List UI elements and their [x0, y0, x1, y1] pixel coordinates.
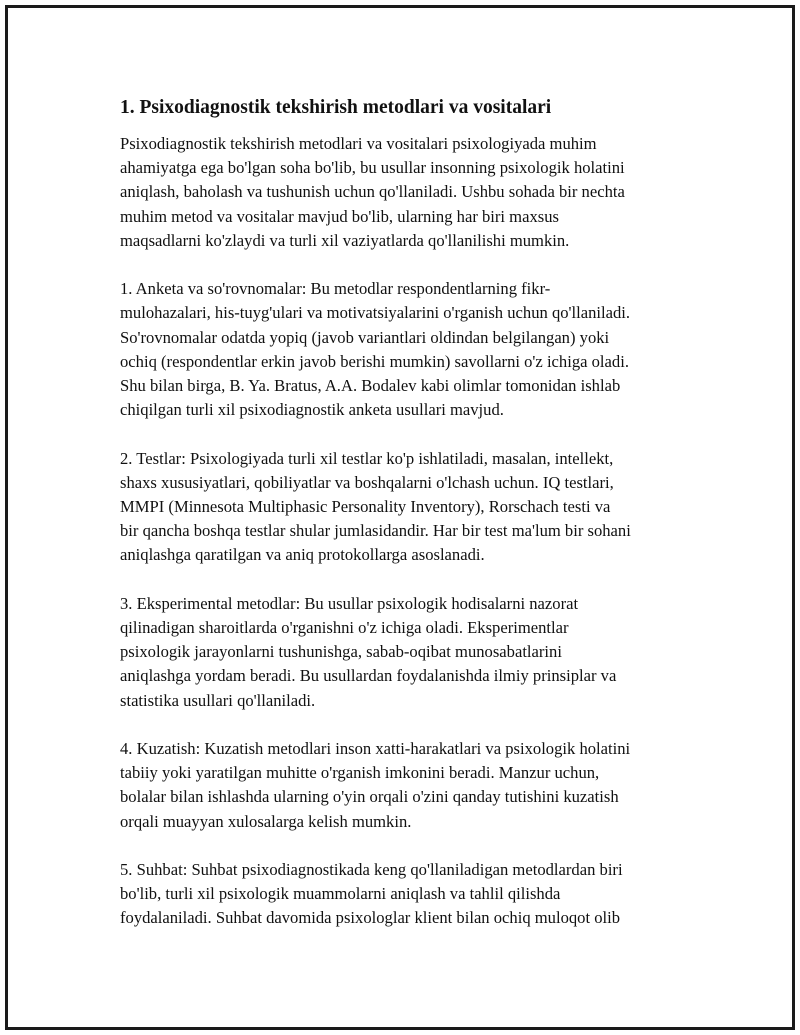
text-line: foydalaniladi. Suhbat davomida psixologlar klient bilan ochiq muloqot olib [120, 908, 621, 928]
text-line: statistika usullari qo'llaniladi. [120, 690, 316, 710]
text-line: 1. Anketa va so'rovnomalar: Bu metodlar respondentlarning fikr- [120, 279, 551, 299]
text-line: tabiiy yoki yaratilgan muhitte o'rganish imkonini beradi. Manzur uchun, [120, 763, 600, 783]
text-line: MMPI (Minnesota Multiphasic Personality Inventory), Rorschach testi va [120, 497, 611, 517]
text-line: Shu bilan birga, B. Ya. Bratus, A.A. Bodalev kabi olimlar tomonidan ishlab [120, 376, 621, 396]
paragraph-suhbat [120, 858, 700, 931]
text-line: 3. Eksperimental metodlar: Bu usullar psixologik hodisalarni nazorat [120, 593, 579, 613]
document-body [120, 96, 700, 955]
text-line: psixologik jarayonlarni tushunishga, sabab-oqibat munosabatlarini [120, 642, 562, 662]
text-line: 2. Testlar: Psixologiyada turli xil testlar ko'p ishlatiladi, masalan, intellekt, [120, 448, 614, 468]
text-line: 4. Kuzatish: Kuzatish metodlari inson xatti-harakatlari va psixologik holatini [120, 739, 631, 759]
text-line: Psixodiagnostik tekshirish metodlari va vositalari psixologiyada muhim [120, 134, 597, 153]
text-line: chiqilgan turli xil psixodiagnostik anketa usullari mavjud. [120, 400, 504, 420]
paragraph-kuzatish [120, 737, 700, 834]
text-line: aniqlashga qaratilgan va aniq protokollarga asoslanadi. [120, 545, 485, 565]
text-line: qilinadigan sharoitlarda o'rganishni o'z ichiga oladi. Eksperimentlar [120, 618, 569, 638]
paragraph-anketa [120, 277, 700, 422]
section-heading: 1. Psixodiagnostik tekshirish metodlari va vositalari [120, 97, 552, 118]
text-line: aniqlashga yordam beradi. Bu usullardan foydalanishda ilmiy prinsiplar va [120, 666, 617, 686]
text-line: ochiq (respondentlar erkin javob berishi mumkin) savollarni o'z ichiga oladi. [120, 351, 629, 371]
page-frame [5, 5, 795, 1030]
text-line: bolalar bilan ishlashda ularning o'yin orqali o'zini qanday tutishini kuzatish [120, 787, 619, 807]
paragraph-eksperimental [120, 592, 700, 713]
text-line: bir qancha boshqa testlar shular jumlasidandir. Har bir test ma'lum bir sohani [120, 521, 631, 541]
text-line: So'rovnomalar odatda yopiq (javob variantlari oldindan belgilangan) yoki [120, 327, 610, 347]
text-line: bo'lib, turli xil psixologik muammolarni aniqlash va tahlil qilishda [120, 884, 561, 904]
text-line: mulohazalari, his-tuyg'ulari va motivatsiyalarini o'rganish uchun qo'llaniladi. [120, 303, 631, 323]
paragraph-testlar [120, 447, 700, 568]
text-line: ahamiyatga ega bo'lgan soha bo'lib, bu usullar insonning psixologik holatini [120, 158, 625, 178]
intro-paragraph [120, 132, 700, 253]
text-line: muhim metod va vositalar mavjud bo'lib, ularning har biri maxsus [120, 206, 559, 226]
text-line: orqali muayyan xulosalarga kelish mumkin. [120, 811, 412, 831]
text-line: shaxs xususiyatlari, qobiliyatlar va boshqalarni o'lchash uchun. IQ testlari, [120, 472, 614, 492]
text-line: 5. Suhbat: Suhbat psixodiagnostikada keng qo'llaniladigan metodlardan biri [120, 860, 623, 880]
text-line: aniqlash, baholash va tushunish uchun qo'llaniladi. Ushbu sohada bir nechta [120, 182, 625, 202]
text-line: maqsadlarni ko'zlaydi va turli xil vaziyatlarda qo'llanilishi mumkin. [120, 230, 570, 250]
